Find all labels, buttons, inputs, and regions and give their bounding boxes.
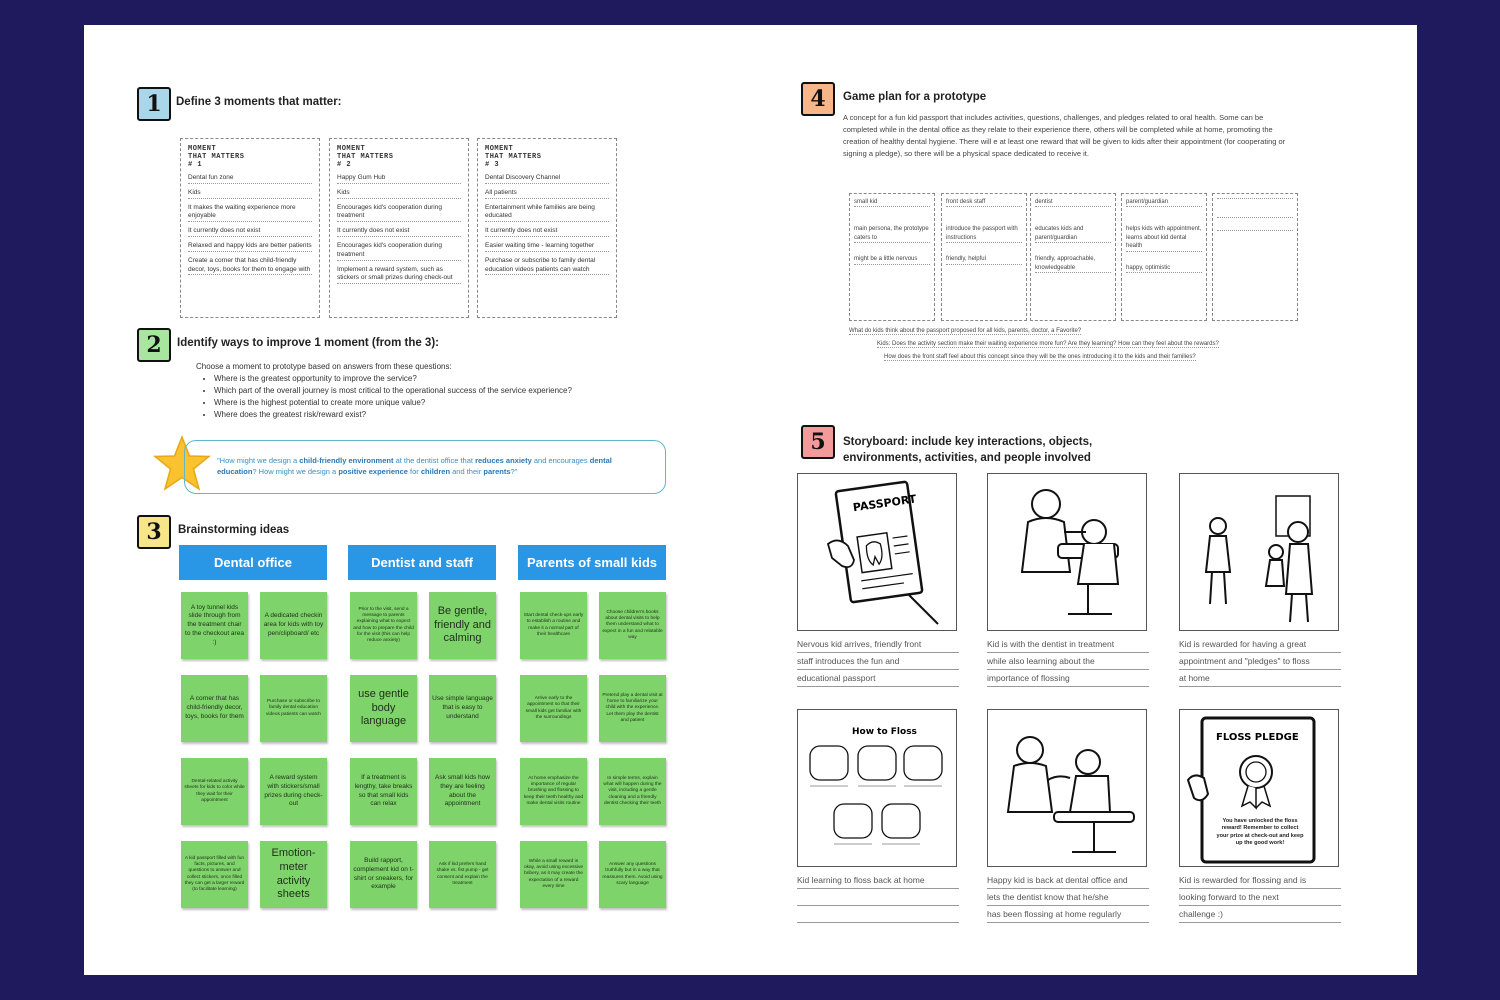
storyboard-caption: [1179, 636, 1341, 687]
role-function: main persona, the prototype caters to: [854, 225, 930, 243]
questions-list: [196, 373, 666, 421]
sticky-note[interactable]: Ask if kid prefers hand shake vs. fist pump - get consent and explain the treatment: [429, 841, 496, 908]
caption-line: [797, 906, 959, 923]
caption-line: Happy kid is back at dental office and: [987, 872, 1149, 889]
moment-field: All patients: [485, 189, 609, 199]
step-3-title: Brainstorming ideas: [178, 524, 290, 536]
sticky-note[interactable]: Be gentle, friendly and calming: [429, 592, 496, 659]
storyboard-frame: [987, 473, 1147, 631]
role-card: [1212, 193, 1298, 321]
sticky-note[interactable]: Build rapport, complement kid on t-shirt or sneakers, for example: [350, 841, 417, 908]
gameplan-question: What do kids think about the passport proposed for all kids, parents, doctor, a Favorite?: [849, 328, 1082, 334]
role-character: might be a little nervous: [854, 255, 930, 264]
role-character: happy, optimistic: [1126, 264, 1202, 273]
pledge-message: You have unlocked the floss reward! Remember to collect your prize at check-out and keep up the good work!: [1216, 818, 1304, 846]
question-item: • Where is the highest potential to create more unique value?: [214, 397, 666, 409]
sticky-note[interactable]: A reward system with stickers/small prizes during check-out: [260, 758, 327, 825]
moment-field: Purchase or subscribe to family dental education videos patients can watch: [485, 257, 609, 276]
questions-intro: Choose a moment to prototype based on answers from these questions:: [196, 362, 452, 371]
sticky-note[interactable]: A corner that has child-friendly decor, toys, books for them: [181, 675, 248, 742]
hmw-emphasis: reduces anxiety: [475, 456, 532, 465]
step-2-title: Identify ways to improve 1 moment (from the 3):: [177, 337, 439, 349]
storyboard-caption: [797, 872, 959, 923]
sticky-note[interactable]: Emotion-meter activity sheets: [260, 841, 327, 908]
moment-field: Create a corner that has child-friendly decor, toys, books for them to engage with: [188, 257, 312, 276]
svg-text:PASSPORT: PASSPORT: [852, 492, 918, 515]
role-name: [1217, 198, 1293, 199]
hmw-emphasis: child-friendly environment: [299, 456, 394, 465]
storyboard-frame: [1179, 709, 1339, 867]
caption-line: Kid is with the dentist in treatment: [987, 636, 1149, 653]
moment-field: It currently does not exist: [337, 227, 461, 237]
moment-field: Implement a reward system, such as stickers or small prizes during check-out: [337, 266, 461, 285]
caption-line: importance of flossing: [987, 670, 1149, 687]
moment-title: MOMENT THAT MATTERS # 1: [188, 145, 245, 170]
svg-text:How to Floss: How to Floss: [852, 727, 917, 737]
storyboard-caption: [1179, 872, 1341, 923]
caption-line: Kid is rewarded for having a great: [1179, 636, 1341, 653]
moment-field: It currently does not exist: [485, 227, 609, 237]
moment-field: Kids: [337, 189, 461, 199]
role-name: parent/guardian: [1126, 198, 1202, 207]
step-4-badge: [801, 82, 835, 116]
caption-line: lets the dentist know that he/she: [987, 889, 1149, 906]
step-4-number: 4: [810, 86, 826, 112]
sticky-note[interactable]: Use simple language that is easy to understand: [429, 675, 496, 742]
step-3-badge: [137, 515, 171, 549]
sticky-note[interactable]: A dedicated checkin area for kids with toy pen/clipboard/ etc: [260, 592, 327, 659]
sticky-note[interactable]: In simple terms, explain what will happen during the visit, including a gentle cleaning and a friendly dentist checking their teeth: [599, 758, 666, 825]
role-card: [1030, 193, 1116, 321]
moment-field: Dental Discovery Channel: [485, 174, 609, 184]
role-name: dentist: [1035, 198, 1111, 207]
gameplan-description: A concept for a fun kid passport that includes activities, questions, challenges, and pledges related to oral health. Some can be completed while in the dental office as they relate to their experience there, others will be completed while at home, promoting the creation of healthy dental hygiene. There will e at least one reward that will be given to kids after their appointment (for cooperating or signing a pledge), so there will be a physical space dedicated to receive it.: [843, 113, 1286, 158]
step-2-number: 2: [146, 332, 162, 358]
moment-card: [180, 138, 320, 318]
storyboard-frame: [987, 709, 1147, 867]
sticky-note[interactable]: Ask small kids how they are feeling about the appointment: [429, 758, 496, 825]
role-name: front desk staff: [946, 198, 1022, 207]
gameplan-question: Kids: Does the activity section make their waiting experience more fun? Are they learning? How can they feel about the rewards?: [877, 341, 1219, 347]
hmw-emphasis: positive experience: [338, 466, 408, 476]
storyboard-caption: [987, 636, 1149, 687]
storyboard-illustration: [798, 710, 956, 867]
caption-line: staff introduces the fun and: [797, 653, 959, 670]
sticky-note[interactable]: A kid passport filled with fun facts, pictures, and questions to answer and collect stickers, once filled they can get a larger reward (to facilitate learning): [181, 841, 248, 908]
role-function: [1217, 217, 1293, 218]
moment-field: Kids: [188, 189, 312, 199]
caption-line: Kid is rewarded for flossing and is: [1179, 872, 1341, 889]
sticky-note[interactable]: Pretend play a dental visit at home to familiarize your child with the experience. Let them play the dentist and patient: [599, 675, 666, 742]
storyboard-illustration: [1180, 474, 1338, 631]
hmw-text: and encourages: [531, 456, 590, 465]
prototype-questions: [196, 361, 666, 421]
step-4-title: Game plan for a prototype: [843, 91, 987, 103]
caption-line: Nervous kid arrives, friendly front: [797, 636, 959, 653]
step-5-number: 5: [810, 429, 826, 455]
column-header-0: Dental office: [179, 545, 327, 580]
caption-line: educational passport: [797, 670, 959, 687]
sticky-note[interactable]: Start dental check-ups early to establish a routine and make it a normal part of their healthcare: [520, 592, 587, 659]
storyboard-illustration: [988, 474, 1146, 631]
hmw-text: at the dentist office that: [393, 456, 476, 465]
whiteboard-canvas: [84, 25, 1417, 975]
sticky-note[interactable]: Choose children's books about dental visits to help them understand what to expect in a fun and relatable way: [599, 592, 666, 659]
step-1-number: 1: [146, 91, 162, 117]
step-1-title: Define 3 moments that matter:: [176, 96, 342, 108]
moment-card: [329, 138, 469, 318]
caption-line: at home: [1179, 670, 1341, 687]
sticky-note[interactable]: At home emphasize the importance of regular brushing and flossing to keep their teeth healthy and make dental visits routine: [520, 758, 587, 825]
hmw-text: ?": [510, 466, 518, 476]
sticky-note[interactable]: Dental-related activity sheets for kids to color while they wait for their appointment: [181, 758, 248, 825]
step-5-title: Storyboard: include key interactions, objects, environments, activities, and people involved: [843, 436, 1093, 465]
moment-field: Happy Gum Hub: [337, 174, 461, 184]
how-might-we-statement: [184, 440, 666, 494]
step-1-badge: [137, 87, 171, 121]
storyboard-frame: [797, 473, 957, 631]
hmw-text: for: [407, 466, 421, 476]
moment-field: Encourages kid's cooperation during treatment: [337, 204, 461, 223]
storyboard-frame: [1179, 473, 1339, 631]
role-character: friendly, approachable, knowledgeable: [1035, 255, 1111, 273]
step-3-number: 3: [146, 519, 162, 545]
moment-card: [477, 138, 617, 318]
sticky-note[interactable]: While a small reward is okay, avoid using excessive bribery, as it may create the expectation of a reward every time: [520, 841, 587, 908]
sticky-note[interactable]: A toy tunnel kids slide through from the treatment chair to the checkout area :): [181, 592, 248, 659]
caption-line: [797, 889, 959, 906]
sticky-note[interactable]: Answer any questions truthfully but in a way that reassures them. Avoid using scary language: [599, 841, 666, 908]
caption-line: looking forward to the next: [1179, 889, 1341, 906]
caption-line: while also learning about the: [987, 653, 1149, 670]
role-character: [1217, 230, 1293, 231]
question-item: • Where is the greatest opportunity to improve the service?: [214, 373, 666, 385]
caption-line: challenge :): [1179, 906, 1341, 923]
caption-line: Kid learning to floss back at home: [797, 872, 959, 889]
role-card: [941, 193, 1027, 321]
moment-field: It currently does not exist: [188, 227, 312, 237]
moment-field: Relaxed and happy kids are better patients: [188, 242, 312, 252]
column-header-1: Dentist and staff: [348, 545, 496, 580]
moment-title: MOMENT THAT MATTERS # 3: [485, 145, 542, 170]
column-header-2: Parents of small kids: [518, 545, 666, 580]
step-5-badge: [801, 425, 835, 459]
storyboard-frame: [797, 709, 957, 867]
storyboard-illustration: [988, 710, 1146, 867]
sticky-note[interactable]: use gentle body language: [350, 675, 417, 742]
caption-line: has been flossing at home regularly: [987, 906, 1149, 923]
sticky-note[interactable]: Purchase or subscribe to family dental education videos patients can watch: [260, 675, 327, 742]
role-card: [1121, 193, 1207, 321]
hmw-text: ? How might we design a: [252, 466, 339, 476]
hmw-emphasis: parents: [483, 466, 511, 476]
storyboard-caption: [987, 872, 1149, 923]
sticky-note[interactable]: Prior to the visit, send a message to parents explaining what to expect and how to prepare the child for the visit (this can help reduce anxiety): [350, 592, 417, 659]
step-2-badge: [137, 328, 171, 362]
moment-field: Entertainment while families are being educated: [485, 204, 609, 223]
sticky-note[interactable]: Arrive early to the appointment so that their small kids get familiar with the surroundings: [520, 675, 587, 742]
role-function: introduce the passport with instructions: [946, 225, 1022, 243]
question-item: • Where does the greatest risk/reward exist?: [214, 409, 666, 421]
caption-line: appointment and "pledges" to floss: [1179, 653, 1341, 670]
role-function: educates kids and parent/guardian: [1035, 225, 1111, 243]
moment-field: Easier waiting time - learning together: [485, 242, 609, 252]
moment-field: Encourages kid's cooperation during treatment: [337, 242, 461, 261]
hmw-text: "How might we design a: [217, 456, 300, 465]
moment-title: MOMENT THAT MATTERS # 2: [337, 145, 394, 170]
role-name: small kid: [854, 198, 930, 207]
gameplan-question: How does the front staff feel about this concept since they will be the ones introducing it to the kids and their families?: [884, 354, 1196, 360]
question-item: • Which part of the overall journey is most critical to the operational success of the service experience?: [214, 385, 666, 397]
hmw-emphasis: dental education: [217, 456, 612, 476]
svg-text:FLOSS PLEDGE: FLOSS PLEDGE: [1216, 732, 1299, 743]
storyboard-caption: [797, 636, 959, 687]
role-card: [849, 193, 935, 321]
moment-field: Dental fun zone: [188, 174, 312, 184]
moment-field: It makes the waiting experience more enjoyable: [188, 204, 312, 223]
hmw-text: and their: [450, 466, 484, 476]
role-function: helps kids with appointment, learns about kid dental health: [1126, 225, 1202, 251]
sticky-note[interactable]: If a treatment is lengthy, take breaks so that small kids can relax: [350, 758, 417, 825]
role-character: friendly, helpful: [946, 255, 1022, 264]
storyboard-illustration: [798, 474, 956, 631]
hmw-emphasis: children: [420, 466, 451, 476]
